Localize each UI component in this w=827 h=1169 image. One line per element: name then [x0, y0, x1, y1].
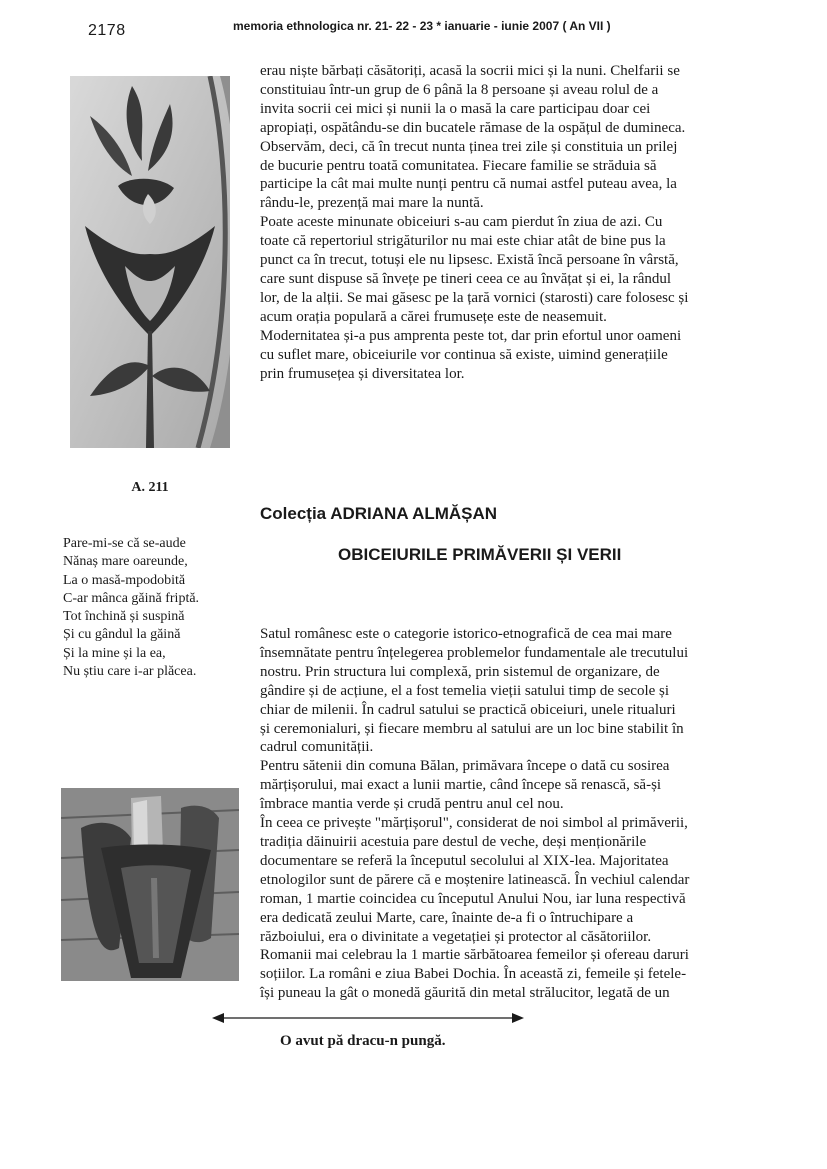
- text-line: prin frumusețea și diversitatea lor.: [260, 365, 465, 382]
- poem-line: C-ar mânca găină friptă.: [63, 590, 200, 606]
- poem-line: Și cu gândul la găină: [63, 627, 181, 643]
- text-line: acum orația populară a cărei frumusețe este de neasemuit.: [260, 308, 607, 325]
- text-line: gândire și de acțiune, el a fost temelia vieții satului timp de secole și: [260, 682, 670, 699]
- text-line: Modernitatea și-a pus amprenta peste tot, dar prin efortul unor oameni: [260, 327, 682, 344]
- article-title: OBICEIURILE PRIMĂVERII ȘI VERII: [338, 545, 622, 564]
- text-line: constituiau într-un grup de 6 până la 8 persoane și aveau rolul de a: [260, 81, 659, 98]
- text-line: cu suflet mare, obiceiurile vor continua să existe, uimind generațiile: [260, 346, 668, 363]
- page-number: 2178: [88, 22, 126, 39]
- text-line: Pentru sătenii din comuna Bălan, primăvara începe o dată cu sosirea: [260, 758, 670, 775]
- floral-motif-image: [70, 76, 230, 448]
- running-header: memoria ethnologica nr. 21- 22 - 23 * ianuarie - iunie 2007 ( An VII ): [233, 19, 611, 33]
- poem-line: Pare-mi-se că se-aude: [63, 536, 186, 551]
- text-line: însemnătate pentru înțelegerea problemelor fundamentale ale trecutului: [260, 644, 689, 661]
- text-line: punct ca în trecut, totuși ele nu lipsesc. Există încă persoane în vârstă,: [260, 252, 679, 269]
- intro-paragraph: [260, 62, 730, 383]
- text-line: Satul românesc este o categorie istorico-etnografică de cea mai mare: [260, 626, 672, 642]
- text-line: cadrul comunității.: [260, 739, 374, 756]
- plate-photo: [70, 76, 230, 448]
- text-line: erau niște bărbați căsătoriți, acasă la socrii mici și la nuni. Chelfarii se: [260, 63, 680, 79]
- text-line: lor, de la alții. Se mai găsesc pe la țară vornici (starosti) care folosesc și: [260, 289, 689, 306]
- text-line: soțiilor. La români e ziua Babei Dochia. În această zi, femeile și fetele-: [260, 966, 687, 983]
- photo-caption: O avut pă dracu-n pungă.: [280, 1033, 446, 1049]
- text-line: participe la cât mai multe nunți pentru că numai astfel puteau avea, la: [260, 176, 677, 193]
- text-line: roman, 1 martie coincidea cu începutul Anului Nou, iar luna respectivă: [260, 890, 686, 907]
- text-line: își puneau la gât o monedă găurită din metal strălucitor, legată de un: [260, 985, 670, 1002]
- poem-line: Nu știu care i-ar plăcea.: [63, 664, 197, 680]
- folk-poem: [63, 535, 199, 681]
- text-line: mărțișorului, mai exact a lunii martie, când începe să renască, să-și: [260, 777, 662, 794]
- text-line: chiar de milenii. În cadrul satului se practică obiceiuri, unele ritualuri: [260, 701, 676, 718]
- text-line: toate că repertoriul strigăturilor nu mai este chiar atât de bine pus la: [260, 233, 666, 250]
- poem-line: Tot închină și suspină: [63, 609, 185, 625]
- article-body: [260, 625, 730, 1003]
- text-line: tradiția dăinuirii acestuia pare destul de veche, deși menționările: [260, 833, 647, 850]
- text-line: În ceea ce privește "mărțișorul", considerat de noi simbol al primăverii,: [260, 815, 688, 832]
- poem-line: Și la mine și la ea,: [63, 645, 166, 661]
- text-line: apropiați, ospătându-se din bucatele rămase de la ospățul de dumineca.: [260, 119, 686, 136]
- text-line: Observăm, deci, că în trecut nunta ținea trei zile și constituia un prilej: [260, 138, 678, 155]
- text-line: era dedicată zeului Marte, care, înainte de-a fi o întruchipare a: [260, 909, 634, 926]
- collection-title: Colecția ADRIANA ALMĂȘAN: [260, 504, 498, 523]
- figure-label: A. 211: [131, 480, 169, 495]
- text-line: și ceremonialuri, și fiecare membru al satului are un loc bine stabilit în: [260, 720, 684, 737]
- pouch-image: [61, 788, 239, 981]
- text-line: etnologilor sunt de părere că e moștenire latinească. În vechiul calendar: [260, 871, 690, 888]
- text-line: documentare se referă la începutul secolului al XIX-lea. Majoritatea: [260, 852, 669, 869]
- text-line: care sunt dispuse să învețe pe tineri ceea ce au învățat și ei, la rândul: [260, 270, 672, 287]
- double-arrow: [210, 1010, 526, 1026]
- pouch-photo: [61, 788, 239, 981]
- text-line: nostru. Prin structura lui complexă, prin sistemul de organizare, de: [260, 663, 660, 680]
- poem-line: La o masă-mpodobită: [63, 572, 186, 588]
- text-line: Romanii mai celebrau la 1 martie sărbătoarea femeilor și ofereau daruri: [260, 947, 689, 964]
- poem-line: Nănaș mare oareunde,: [63, 554, 188, 570]
- text-line: războiului, era o divinitate a vegetației și protector al căsătoriilor.: [260, 928, 652, 945]
- text-line: îmbrace mantia verde și crudă pentru anul cel nou.: [260, 796, 564, 813]
- text-line: rându-le, prezență mai mare la nuntă.: [260, 195, 484, 212]
- text-line: de bucurie pentru toată comunitatea. Fiecare familie se străduia să: [260, 157, 657, 174]
- text-line: Poate aceste minunate obiceiuri s-au cam pierdut în ziua de azi. Cu: [260, 214, 663, 231]
- text-line: invita socrii cei mici și nunii la o masă la care participau doar cei: [260, 100, 651, 117]
